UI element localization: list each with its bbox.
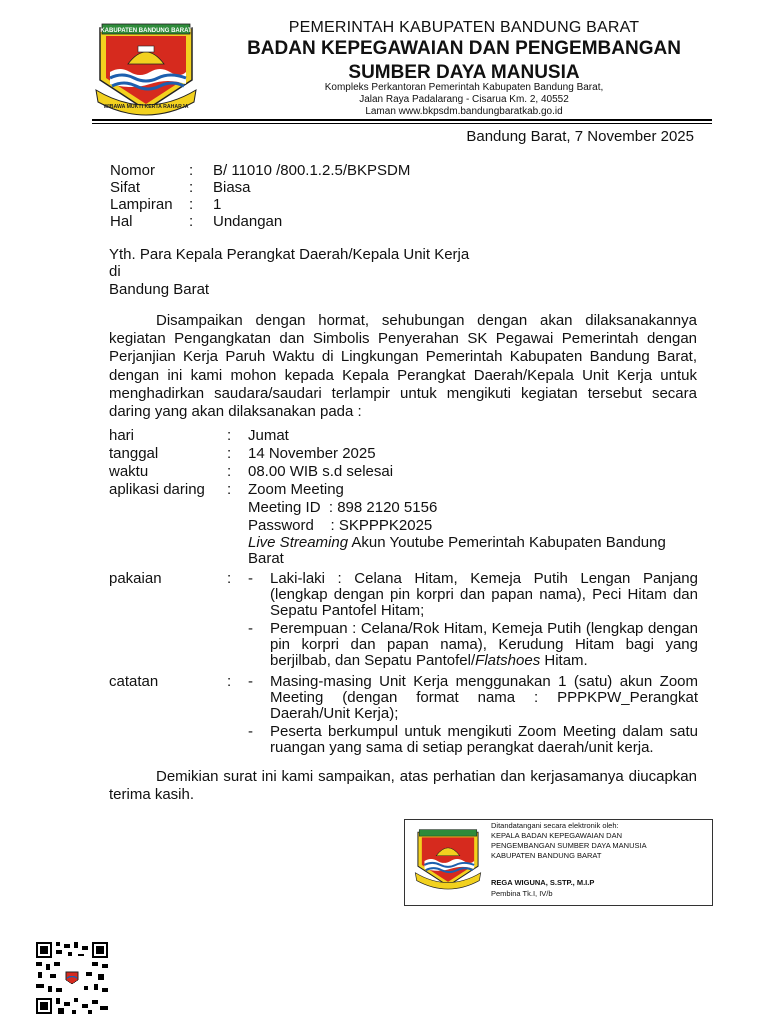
live-streaming-em: Live Streaming xyxy=(248,534,349,551)
signature-title1: KEPALA BADAN KEPEGAWAIAN DAN xyxy=(491,831,623,840)
meta-colon: : xyxy=(189,179,194,196)
zoom-password: Password : SKPPPK2025 xyxy=(248,517,433,534)
detail-value-hari: Jumat xyxy=(248,427,289,444)
signature-regency-logo xyxy=(414,823,482,895)
recipient-line3: Bandung Barat xyxy=(109,281,210,298)
qr-code xyxy=(36,942,108,1014)
list-item xyxy=(248,674,698,722)
detail-label-catatan: catatan xyxy=(109,673,159,690)
detail-label-hari: hari xyxy=(109,427,135,444)
meta-label-hal: Hal xyxy=(110,213,133,230)
agency-name-line2: SUMBER DAYA MANUSIA xyxy=(348,62,580,83)
list-dash: - xyxy=(248,620,253,637)
list-item xyxy=(248,621,698,669)
note-gather-room: Peserta berkumpul untuk mengikuti Zoom Meeting dalam satu ruangan yang sama di setiap perangkat daerah/unit kerja. xyxy=(270,723,698,756)
detail-colon: : xyxy=(227,570,232,587)
list-item xyxy=(248,571,698,619)
notes-list xyxy=(248,674,698,756)
letterhead-rule-thick xyxy=(92,119,712,121)
dress-code-women-em: Flatshoes xyxy=(475,652,541,669)
dress-code-list xyxy=(248,571,698,669)
list-item xyxy=(248,724,698,756)
recipient-line1: Yth. Para Kepala Perangkat Daerah/Kepala Unit Kerja xyxy=(109,246,470,263)
list-dash: - xyxy=(248,673,253,690)
government-name: PEMERINTAH KABUPATEN BANDUNG BARAT xyxy=(288,19,640,36)
website-line: Laman www.bkpsdm.bandungbaratkab.go.id xyxy=(365,106,563,117)
signature-title2: PENGEMBANGAN SUMBER DAYA MANUSIA xyxy=(491,841,647,850)
detail-value-waktu: 08.00 WIB s.d selesai xyxy=(248,463,394,480)
detail-value-tanggal: 14 November 2025 xyxy=(248,445,376,462)
detail-colon: : xyxy=(227,673,232,690)
meta-value-nomor: B/ 11010 /800.1.2.5/BKPSDM xyxy=(213,162,411,179)
list-dash: - xyxy=(248,723,253,740)
meta-value-hal: Undangan xyxy=(213,213,283,230)
meta-label-sifat: Sifat xyxy=(110,179,141,196)
detail-label-tanggal: tanggal xyxy=(109,445,159,462)
recipient-line2: di xyxy=(109,263,121,280)
dress-code-men: Laki-laki : Celana Hitam, Kemeja Putih Lengan Panjang (lengkap dengan pin korpri dan papan nama), Peci Hitam dan Sepatu Pantofel Hitam; xyxy=(270,570,698,619)
signatory-name: REGA WIGUNA, S.STP., M.I.P xyxy=(491,878,595,887)
detail-label-pakaian: pakaian xyxy=(109,570,162,587)
closing-paragraph: Demikian surat ini kami sampaikan, atas perhatian dan kerjasamanya diucapkan terima kasih. xyxy=(109,768,697,804)
live-streaming-note xyxy=(248,535,688,567)
zoom-meeting-id: Meeting ID : 898 2120 5156 xyxy=(248,499,438,516)
detail-label-aplikasi: aplikasi daring xyxy=(109,481,205,498)
signature-note: Ditandatangani secara elektronik oleh: xyxy=(491,821,619,830)
meta-label-nomor: Nomor xyxy=(110,162,156,179)
logo-banner-text: KABUPATEN BANDUNG BARAT xyxy=(100,28,192,34)
dress-code-women-a: Perempuan : Celana/Rok Hitam, Kemeja Putih (lengkap dengan pin korpri dan papan nama), Kerudung Hitam bagi yang berjilbab, dan Sepatu Pantofel/ xyxy=(270,620,698,669)
meta-value-sifat: Biasa xyxy=(213,179,251,196)
address-line2: Jalan Raya Padalarang - Cisarua Km. 2, 40552 xyxy=(359,94,569,105)
meta-colon: : xyxy=(189,196,194,213)
meta-label-lampiran: Lampiran xyxy=(110,196,173,213)
detail-colon: : xyxy=(227,463,232,480)
agency-name-line1: BADAN KEPEGAWAIAN DAN PENGEMBANGAN xyxy=(247,38,681,59)
dress-code-women-b: Hitam. xyxy=(540,652,588,669)
signature-title3: KABUPATEN BANDUNG BARAT xyxy=(491,851,602,860)
detail-value-aplikasi: Zoom Meeting xyxy=(248,481,344,498)
logo-ribbon-text: WIBAWA MUKTI KERTA RAHARJA xyxy=(103,104,189,110)
note-zoom-account: Masing-masing Unit Kerja menggunakan 1 (satu) akun Zoom Meeting (dengan format nama : PPPKPW_Perangkat Daerah/Unit Kerja); xyxy=(270,673,698,722)
live-streaming-rest: Akun Youtube Pemerintah Kabupaten Bandung Barat xyxy=(248,534,666,567)
meta-colon: : xyxy=(189,213,194,230)
detail-colon: : xyxy=(227,481,232,498)
meta-colon: : xyxy=(189,162,194,179)
detail-colon: : xyxy=(227,445,232,462)
detail-colon: : xyxy=(227,427,232,444)
letterhead-rule-thin xyxy=(92,123,712,124)
list-dash: - xyxy=(248,570,253,587)
address-line1: Kompleks Perkantoran Pemerintah Kabupaten Bandung Barat, xyxy=(324,82,604,93)
intro-paragraph: Disampaikan dengan hormat, sehubungan dengan akan dilaksanakannya kegiatan Pengangkatan dan Simbolis Penyerahan SK Pegawai Pemerintah dengan Perjanjian Kerja Paruh Waktu di Lingkungan Pemerintah Kabupaten Bandung Barat, dengan ini kami mohon kepada Kepala Perangkat Daerah/Kepala Unit Kerja untuk menghadirkan saudara/saudari terlampir untuk mengikuti kegiatan tersebut secara daring yang akan dilaksanakan pada : xyxy=(109,312,697,421)
detail-label-waktu: waktu xyxy=(109,463,149,480)
regency-logo xyxy=(94,20,198,118)
signatory-rank: Pembina Tk.I, IV/b xyxy=(491,889,553,898)
letter-date: Bandung Barat, 7 November 2025 xyxy=(466,128,694,145)
meta-value-lampiran: 1 xyxy=(213,196,222,213)
